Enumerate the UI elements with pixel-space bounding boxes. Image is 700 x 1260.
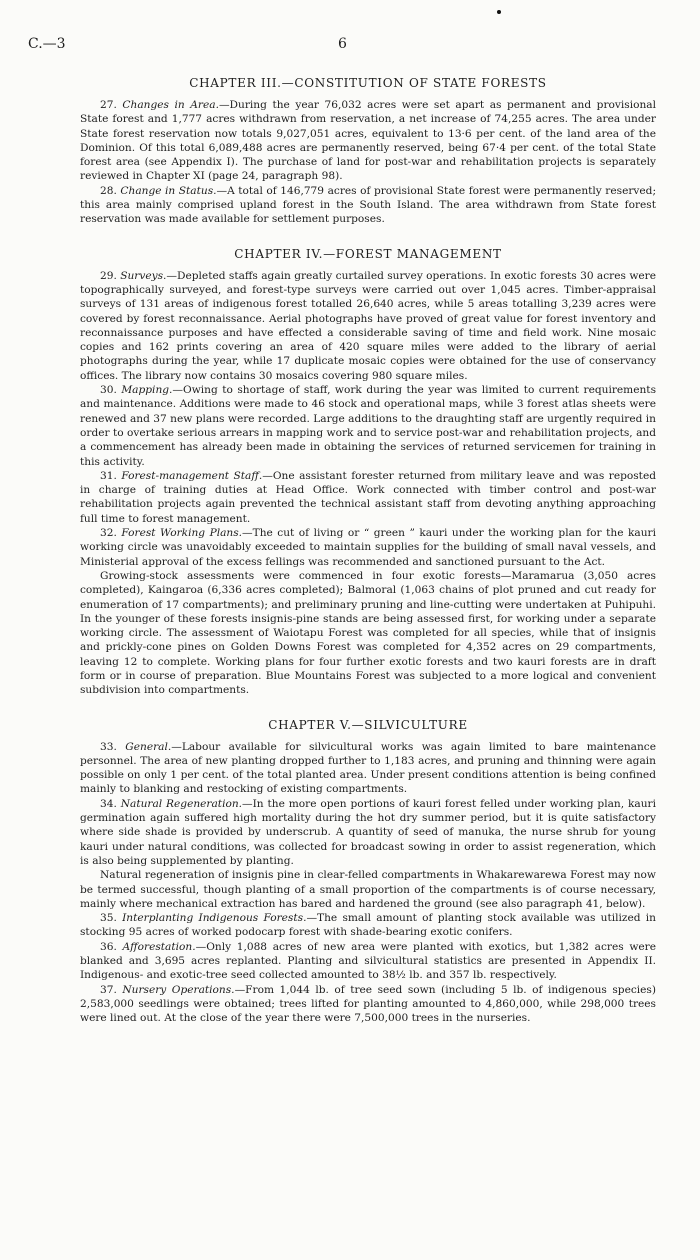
paragraph-32: 32. Forest Working Plans.—The cut of living or “ green ” kauri under the working plan for the kauri working circle was unavoidably exceeded to maintain supplies for the building of small naval vessels, and Ministerial approval of the excess fellings was recommended and sanctioned pursuant to the Act. <box>80 527 656 568</box>
ink-speck <box>497 10 501 14</box>
paragraph-30: 30. Mapping.—Owing to shortage of staff, work during the year was limited to current requirements and maintenance. Additions were made to 46 stock and operational maps, while 3 forest atlas sheets were renewed and 37 new plans were recorded. Large additions to the draughting staff are urgently required in order to overtake serious arrears in mapping work and to service post-war and rehabilitation projects, and a commencement has already been made in obtaining the services of returned servicemen for training in this activity. <box>80 384 657 468</box>
paragraph-33: 33. General.—Labour available for silvicultural works was again limited to bare maintenance personnel. The area of new planting dropped further to 1,183 acres, and pruning and thinning were again possible on only 1 per cent. of the total planted area. Under present conditions attention is being confined mainly to blanking and restocking of existing compartments. <box>80 740 657 796</box>
paragraph-37: 37. Nursery Operations.—From 1,044 lb. of tree seed sown (including 5 lb. of indigenous species) 2,583,000 seedlings were obtained; trees lifted for planting amounted to 4,860,000, while 298,000 trees were lined out. At the close of the year there were 7,500,000 trees in the nurseries. <box>80 983 656 1025</box>
paragraph-heading: Change in Status. <box>120 184 217 197</box>
document-body <box>80 64 656 1026</box>
paragraph-heading: Nursery Operations. <box>122 983 235 996</box>
paragraph-36: 36. Afforestation.—Only 1,088 acres of new area were planted with exotics, but 1,382 acres were blanked and 3,695 acres replanted. Planting and silvicultural statistics are presented in Appendix II. Indigenous- and exotic-tree seed collected amounted to 38½ lb. and 357 lb. respectively. <box>80 940 656 982</box>
chapter-5-heading: CHAPTER V.—SILVICULTURE <box>268 717 468 732</box>
paragraph-28: 28. Change in Status.—A total of 146,779 acres of provisional State forest were permanently reserved; this area mainly comprised upland forest in the South Island. The area withdrawn from State forest reservation was made available for settlement purposes. <box>80 184 657 226</box>
paragraph-heading: Afforestation. <box>122 940 196 953</box>
paragraph-35: 35. Interplanting Indigenous Forests.—The small amount of planting stock available was utilized in stocking 95 acres of worked podocarp forest with shade-bearing exotic conifers. <box>80 912 656 939</box>
paragraph-27: 27. Changes in Area.—During the year 76,032 acres were set apart as permanent and provisional State forest and 1,777 acres withdrawn from reservation, a net increase of 74,255 acres. The area under State forest reservation now totals 9,027,051 acres, equivalent to 13·6 per cent. of the land area of the Dominion. Of this total 6,089,488 acres are permanently reserved, being 67·4 per cent. of the total State forest area (see Appendix I). The purchase of land for post-war and rehabilitation projects is separately reviewed in Chapter XI (page 24, paragraph 98). <box>80 99 656 183</box>
chapter-4-heading: CHAPTER IV.—FOREST MANAGEMENT <box>234 246 502 261</box>
page-number: 6 <box>338 36 347 52</box>
paragraph-31: 31. Forest-management Staff.—One assistant forester returned from military leave and was reposted in charge of training duties at Head Office. Work connected with timber control and post-war rehabilitation projects again prevented the technical assistant staff from devoting anything approaching full time to forest management. <box>80 469 656 525</box>
paragraph-heading: General. <box>125 740 172 753</box>
paragraph-34: 34. Natural Regeneration.—In the more open portions of kauri forest felled under working plan, kauri germination again suffered high mortality during the hot dry summer period, but it is quite satisfactory where side shade is provided by underscrub. A quantity of seed of manuka, the nurse shrub for young kauri under natural conditions, was collected for broadcast sowing in order to assist regeneration, which is also being supplemented by planting. <box>80 797 656 867</box>
paragraph-heading: Forest-management Staff. <box>121 469 263 482</box>
document-reference: C.—3 <box>28 36 66 52</box>
paragraph-heading: Changes in Area. <box>122 99 219 111</box>
paragraph-32-continued: Growing-stock assessments were commenced in four exotic forests—Maramarua (3,050 acres completed), Kaingaroa (6,336 acres completed); Balmoral (1,063 chains of plot pruned and cut ready for enumeration of 17 compartments); and preliminary pruning and line-cutting were undertaken at Puhipuhi. In the younger of these forests insignis-pine stands are being assessed first, for working under a separate working circle. The assessment of Waiotapu Forest was completed for all species, while that of insignis and prickly-cone pines on Golden Downs Forest was completed for 4,352 acres on 29 compartments, leaving 12 to complete. Working plans for four further exotic forests and two kauri forests are in draft form or in course of preparation. Blue Mountains Forest was subjected to a more logical and convenient subdivision into compartments. <box>80 569 656 697</box>
paragraph-34-continued: Natural regeneration of insignis pine in clear-felled compartments in Whakarewarewa Forest may now be termed successful, though planting of a small proportion of the compartments is of course necessary, mainly where mechanical extraction has bared and hardened the ground (see also paragraph 41, below). <box>80 869 656 910</box>
paragraph-heading: Mapping. <box>121 384 173 397</box>
chapter-3-heading: CHAPTER III.—CONSTITUTION OF STATE FORESTS <box>189 76 547 90</box>
paragraph-heading: Natural Regeneration. <box>120 797 243 810</box>
paragraph-heading: Forest Working Plans. <box>121 527 243 540</box>
paragraph-heading: Surveys. <box>120 269 167 282</box>
paragraph-29: 29. Surveys.—Depleted staffs again greatly curtailed survey operations. In exotic forests 30 acres were topographically surveyed, and forest-type surveys were carried out over 1,045 acres. Timber-appraisal surveys of 131 areas of indigenous forest totalled 26,640 acres, while 5 areas totalling 3,239 acres were covered by forest reconnaissance. Aerial photographs have proved of great value for forest inventory and reconnaissance purposes and have effected a considerable saving of time and field work. Nine mosaic copies and 162 prints covering an area of 420 square miles were added to the library of aerial photographs during the year, while 17 duplicate mosaic copies were obtained for the use of conservancy offices. The library now contains 30 mosaics covering 980 square miles. <box>80 269 656 382</box>
paragraph-heading: Interplanting Indigenous Forests. <box>122 912 307 925</box>
